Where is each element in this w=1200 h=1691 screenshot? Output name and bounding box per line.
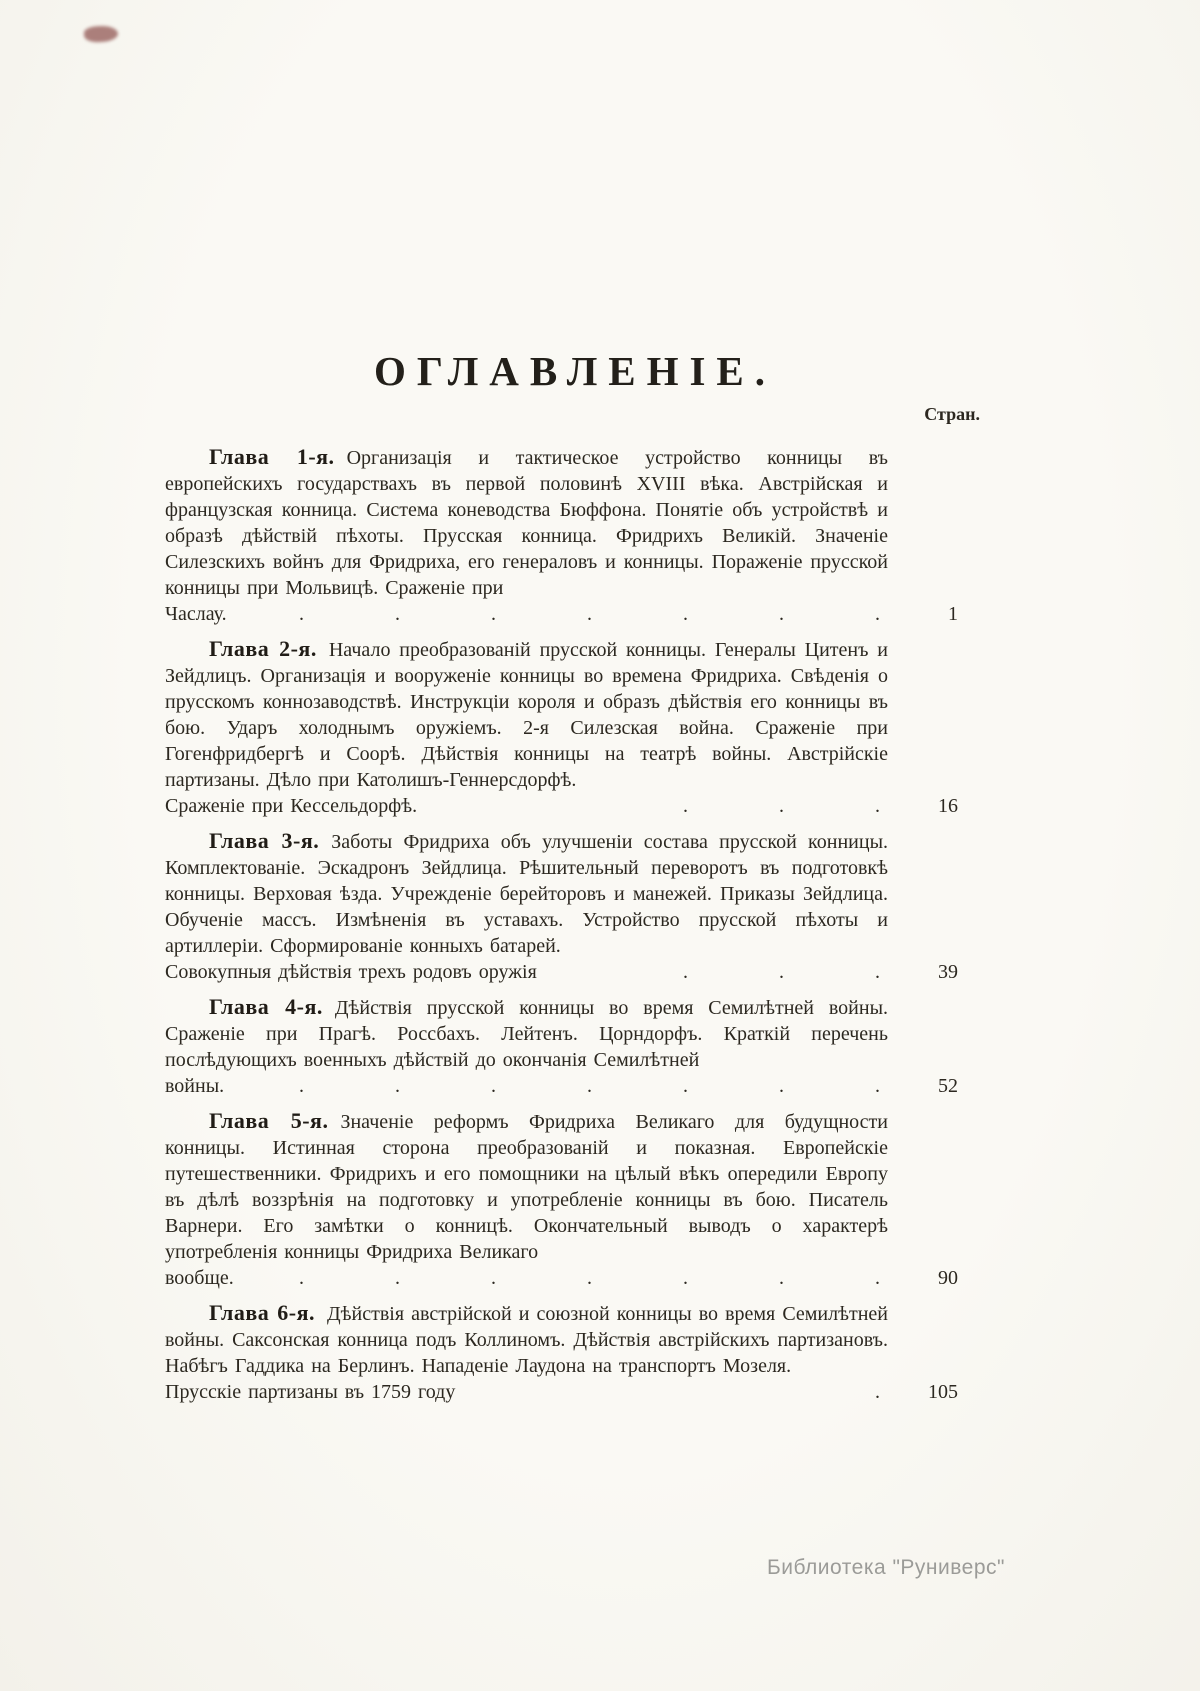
chapter-summary — [165, 444, 958, 601]
pages-column-header: Стран. — [924, 404, 980, 424]
chapter-body-text: Дѣйствія австрійской и союзной конницы во время Семилѣтней войны. Саксонская конница подъ Коллиномъ. Дѣйствія австрійскихъ партизановъ. Набѣгъ Гаддика на Берлинъ. Нападеніе Лаудона на транспортъ Мозеля. — [165, 1303, 888, 1377]
chapter-summary — [165, 1300, 958, 1379]
toc-entry-chapter-3 — [165, 828, 958, 985]
dot-leader: . . . — [683, 795, 880, 817]
page-number: 39 — [938, 961, 958, 983]
chapter-body-text: Заботы Фридриха объ улучшеніи состава прусской конницы. Комплектованіе. Эскадронъ Зейдлица. Рѣшительный переворотъ въ подготовкѣ конницы. Верховая ѣзда. Учрежденіе берейторовъ и манежей. Приказы Зейдлица. Обученіе массъ. Измѣненія въ уставахъ. Устройство прусской пѣхоты и артиллеріи. Сформированіе конныхъ батарей. — [165, 831, 889, 957]
dot-leader: . . . — [683, 961, 880, 983]
chapter-last-text: Сраженіе при Кессельдорфѣ. — [165, 795, 418, 817]
chapter-last-text: Прусскіе партизаны въ 1759 году — [165, 1381, 456, 1403]
chapter-summary — [165, 636, 958, 793]
page-number: 90 — [938, 1267, 958, 1289]
chapter-last-text: Часлау. — [165, 603, 227, 625]
toc-entry-chapter-1 — [165, 444, 958, 627]
table-of-contents — [165, 444, 958, 1414]
chapter-label: Глава 3-я. — [209, 828, 320, 853]
page-number: 16 — [938, 795, 958, 817]
dot-leader: . . . . . . . — [299, 1075, 880, 1097]
toc-leader-line — [165, 959, 958, 985]
page-number: 105 — [928, 1381, 958, 1403]
chapter-summary — [165, 828, 958, 959]
toc-entry-chapter-4 — [165, 994, 958, 1099]
chapter-label: Глава 6-я. — [209, 1300, 316, 1325]
chapter-summary — [165, 1108, 958, 1265]
page-number: 52 — [938, 1075, 958, 1097]
chapter-label: Глава 1-я. — [209, 444, 335, 469]
chapter-body-text: Дѣйствія прусской конницы во время Семилѣтней войны. Сраженіе при Прагѣ. Россбахъ. Лейтенъ. Цорндорфъ. Краткій перечень послѣдующихъ военныхъ дѣйствій до окончанія Семилѣтней — [165, 997, 889, 1071]
dot-leader: . — [875, 1381, 880, 1403]
chapter-last-text: вообще. — [165, 1267, 234, 1289]
chapter-body-text: Организація и тактическое устройство конницы въ европейскихъ государствахъ въ первой половинѣ XVIII вѣка. Австрійская и французская конница. Система коневодства Бюффона. Понятіе объ устройствѣ и образѣ дѣйствій пѣхоты. Прусская конница. Фридрихъ Великій. Значеніе Силезскихъ войнъ для Фридриха, его генераловъ и конницы. Пораженіе прусской конницы при Мольвицѣ. Сраженіе при — [165, 447, 888, 599]
chapter-last-text: войны. — [165, 1075, 225, 1097]
chapter-label: Глава 2-я. — [209, 636, 317, 661]
page-number: 1 — [948, 603, 958, 625]
toc-entry-chapter-2 — [165, 636, 958, 819]
chapter-summary — [165, 994, 958, 1073]
toc-leader-line — [165, 1379, 958, 1405]
chapter-body-text: Значеніе реформъ Фридриха Великаго для будущности конницы. Истинная сторона преобразованій и показная. Европейскіе путешественники. Фридрихъ и его помощники на цѣлый вѣкъ опередили Европу въ дѣлѣ воззрѣнія на подготовку и употребленіе конницы въ бою. Писатель Варнери. Его замѣтки о конницѣ. Окончательный выводъ о характерѣ употребленія конницы Фридриха Великаго — [165, 1111, 888, 1263]
library-watermark: Библиотека "Руниверс" — [766, 1556, 1005, 1579]
toc-leader-line — [165, 793, 958, 819]
dot-leader: . . . . . . . — [299, 1267, 880, 1289]
chapter-label: Глава 5-я. — [209, 1108, 329, 1133]
dot-leader: . . . . . . . — [299, 603, 880, 625]
toc-leader-line — [165, 1265, 958, 1291]
stamp-mark — [83, 25, 118, 43]
toc-leader-line — [165, 1073, 958, 1099]
chapter-last-text: Совокупныя дѣйствія трехъ родовъ оружія — [165, 961, 537, 983]
page-title: ОГЛАВЛЕНІЕ. — [373, 348, 777, 395]
toc-entry-chapter-6 — [165, 1300, 958, 1405]
toc-leader-line — [165, 601, 958, 627]
toc-entry-chapter-5 — [165, 1108, 958, 1291]
chapter-label: Глава 4-я. — [209, 994, 323, 1019]
chapter-body-text: Начало преобразованій прусской конницы. Генералы Цитенъ и Зейдлицъ. Организація и вооруженіе конницы во времена Фридриха. Свѣденія о прусскомъ коннозаводствѣ. Инструкціи короля и образъ дѣйствія его конницы въ бою. Ударъ холоднымъ оружіемъ. 2-я Силезская война. Сраженіе при Гогенфридбергѣ и Соорѣ. Дѣйствія конницы на театрѣ войны. Австрійскіе партизаны. Дѣло при Католишъ-Геннерсдорфѣ. — [165, 639, 889, 791]
